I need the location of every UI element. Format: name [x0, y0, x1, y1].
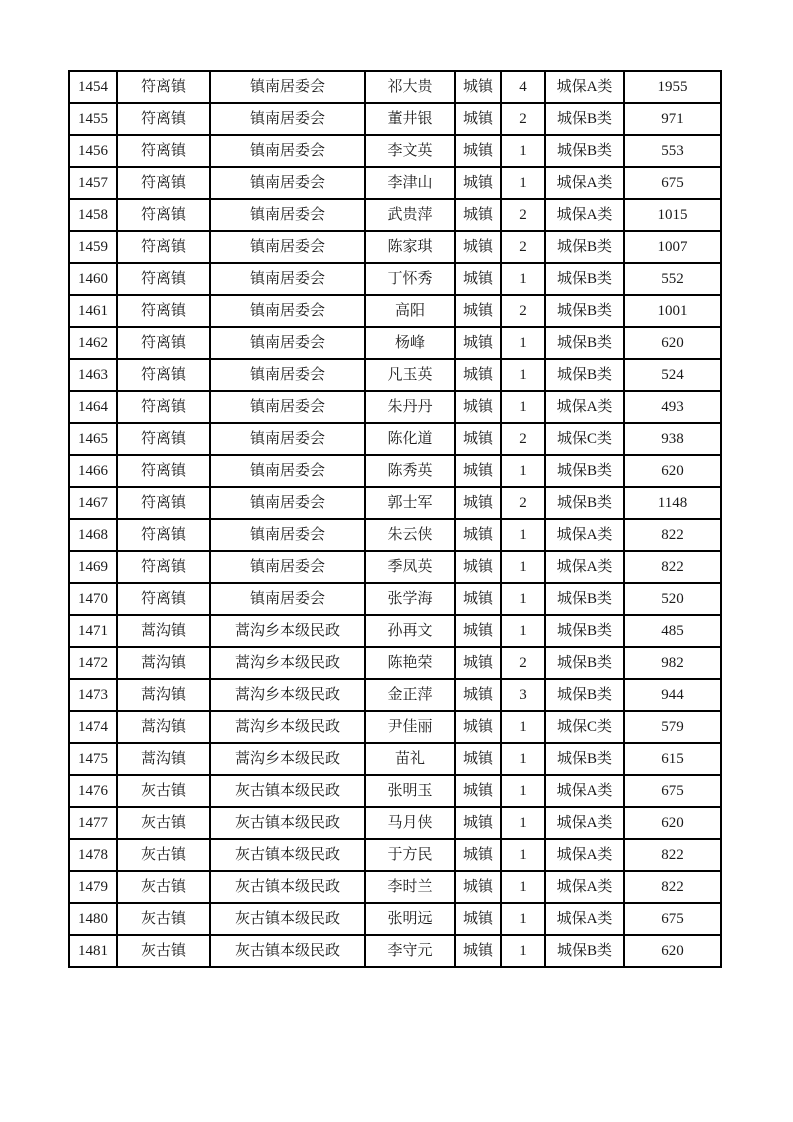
cell-person-count: 1 [501, 551, 545, 583]
cell-town: 灰古镇 [117, 903, 210, 935]
cell-town: 符离镇 [117, 103, 210, 135]
cell-amount: 485 [624, 615, 721, 647]
cell-household-type: 城镇 [455, 551, 501, 583]
cell-category: 城保B类 [545, 487, 624, 519]
cell-unit: 镇南居委会 [210, 487, 365, 519]
cell-name: 武贵萍 [365, 199, 455, 231]
cell-serial: 1460 [69, 263, 117, 295]
cell-name: 李守元 [365, 935, 455, 967]
cell-person-count: 1 [501, 263, 545, 295]
cell-name: 于方民 [365, 839, 455, 871]
cell-unit: 镇南居委会 [210, 135, 365, 167]
cell-serial: 1461 [69, 295, 117, 327]
cell-unit: 灰古镇本级民政 [210, 903, 365, 935]
cell-unit: 镇南居委会 [210, 71, 365, 103]
cell-amount: 552 [624, 263, 721, 295]
cell-serial: 1468 [69, 519, 117, 551]
cell-serial: 1470 [69, 583, 117, 615]
cell-town: 符离镇 [117, 231, 210, 263]
cell-name: 杨峰 [365, 327, 455, 359]
cell-household-type: 城镇 [455, 903, 501, 935]
cell-amount: 822 [624, 839, 721, 871]
cell-serial: 1475 [69, 743, 117, 775]
table-row [69, 71, 721, 103]
cell-serial: 1474 [69, 711, 117, 743]
cell-town: 符离镇 [117, 71, 210, 103]
cell-person-count: 1 [501, 391, 545, 423]
cell-household-type: 城镇 [455, 743, 501, 775]
table-row [69, 135, 721, 167]
cell-town: 符离镇 [117, 487, 210, 519]
cell-category: 城保A类 [545, 167, 624, 199]
cell-household-type: 城镇 [455, 647, 501, 679]
cell-serial: 1478 [69, 839, 117, 871]
cell-serial: 1459 [69, 231, 117, 263]
cell-name: 李时兰 [365, 871, 455, 903]
cell-town: 灰古镇 [117, 775, 210, 807]
cell-serial: 1472 [69, 647, 117, 679]
cell-category: 城保B类 [545, 327, 624, 359]
cell-category: 城保B类 [545, 935, 624, 967]
cell-serial: 1480 [69, 903, 117, 935]
cell-household-type: 城镇 [455, 679, 501, 711]
cell-unit: 镇南居委会 [210, 423, 365, 455]
table-row [69, 839, 721, 871]
table-row [69, 903, 721, 935]
cell-amount: 620 [624, 807, 721, 839]
cell-person-count: 2 [501, 423, 545, 455]
cell-household-type: 城镇 [455, 135, 501, 167]
cell-person-count: 1 [501, 839, 545, 871]
cell-name: 张明远 [365, 903, 455, 935]
cell-person-count: 2 [501, 103, 545, 135]
cell-town: 符离镇 [117, 391, 210, 423]
cell-household-type: 城镇 [455, 167, 501, 199]
cell-household-type: 城镇 [455, 935, 501, 967]
cell-unit: 镇南居委会 [210, 583, 365, 615]
cell-name: 苗礼 [365, 743, 455, 775]
cell-amount: 620 [624, 327, 721, 359]
table-row [69, 743, 721, 775]
cell-category: 城保A类 [545, 391, 624, 423]
cell-serial: 1455 [69, 103, 117, 135]
cell-amount: 620 [624, 935, 721, 967]
cell-person-count: 1 [501, 775, 545, 807]
cell-name: 陈家琪 [365, 231, 455, 263]
cell-serial: 1467 [69, 487, 117, 519]
cell-town: 灰古镇 [117, 839, 210, 871]
cell-person-count: 2 [501, 199, 545, 231]
cell-name: 季凤英 [365, 551, 455, 583]
cell-amount: 938 [624, 423, 721, 455]
cell-amount: 675 [624, 775, 721, 807]
cell-serial: 1462 [69, 327, 117, 359]
table-row [69, 103, 721, 135]
cell-serial: 1469 [69, 551, 117, 583]
cell-name: 李文英 [365, 135, 455, 167]
cell-unit: 灰古镇本级民政 [210, 871, 365, 903]
cell-category: 城保B类 [545, 231, 624, 263]
cell-unit: 镇南居委会 [210, 103, 365, 135]
cell-household-type: 城镇 [455, 807, 501, 839]
cell-name: 朱云侠 [365, 519, 455, 551]
cell-person-count: 1 [501, 743, 545, 775]
table-row [69, 615, 721, 647]
cell-category: 城保B类 [545, 679, 624, 711]
cell-name: 董井银 [365, 103, 455, 135]
cell-amount: 524 [624, 359, 721, 391]
cell-name: 陈艳荣 [365, 647, 455, 679]
cell-serial: 1466 [69, 455, 117, 487]
cell-person-count: 1 [501, 135, 545, 167]
cell-amount: 1007 [624, 231, 721, 263]
cell-household-type: 城镇 [455, 103, 501, 135]
cell-category: 城保B类 [545, 135, 624, 167]
cell-person-count: 1 [501, 711, 545, 743]
table-row [69, 935, 721, 967]
cell-amount: 1148 [624, 487, 721, 519]
cell-person-count: 2 [501, 647, 545, 679]
cell-amount: 675 [624, 167, 721, 199]
cell-unit: 蒿沟乡本级民政 [210, 679, 365, 711]
benefits-table [68, 70, 722, 968]
table-row [69, 231, 721, 263]
cell-name: 孙再文 [365, 615, 455, 647]
cell-category: 城保B类 [545, 583, 624, 615]
cell-category: 城保A类 [545, 199, 624, 231]
cell-town: 符离镇 [117, 167, 210, 199]
cell-unit: 镇南居委会 [210, 327, 365, 359]
cell-unit: 镇南居委会 [210, 519, 365, 551]
cell-town: 蒿沟镇 [117, 679, 210, 711]
table-row [69, 775, 721, 807]
table-row [69, 711, 721, 743]
cell-town: 符离镇 [117, 295, 210, 327]
cell-name: 陈化道 [365, 423, 455, 455]
cell-person-count: 1 [501, 615, 545, 647]
cell-amount: 822 [624, 519, 721, 551]
cell-household-type: 城镇 [455, 231, 501, 263]
cell-name: 丁怀秀 [365, 263, 455, 295]
cell-serial: 1479 [69, 871, 117, 903]
table-row [69, 295, 721, 327]
cell-household-type: 城镇 [455, 519, 501, 551]
cell-town: 符离镇 [117, 583, 210, 615]
cell-town: 符离镇 [117, 455, 210, 487]
cell-category: 城保A类 [545, 551, 624, 583]
cell-amount: 822 [624, 871, 721, 903]
cell-serial: 1477 [69, 807, 117, 839]
cell-town: 符离镇 [117, 359, 210, 391]
table-row [69, 391, 721, 423]
cell-category: 城保C类 [545, 711, 624, 743]
cell-unit: 灰古镇本级民政 [210, 839, 365, 871]
cell-name: 陈秀英 [365, 455, 455, 487]
cell-category: 城保B类 [545, 743, 624, 775]
cell-town: 灰古镇 [117, 935, 210, 967]
cell-category: 城保B类 [545, 359, 624, 391]
table-row [69, 583, 721, 615]
cell-town: 蒿沟镇 [117, 615, 210, 647]
cell-person-count: 2 [501, 487, 545, 519]
cell-name: 马月侠 [365, 807, 455, 839]
cell-unit: 灰古镇本级民政 [210, 807, 365, 839]
cell-category: 城保B类 [545, 103, 624, 135]
cell-town: 符离镇 [117, 519, 210, 551]
cell-amount: 615 [624, 743, 721, 775]
cell-unit: 镇南居委会 [210, 359, 365, 391]
cell-person-count: 4 [501, 71, 545, 103]
cell-amount: 822 [624, 551, 721, 583]
cell-person-count: 1 [501, 455, 545, 487]
cell-serial: 1473 [69, 679, 117, 711]
cell-household-type: 城镇 [455, 455, 501, 487]
cell-unit: 镇南居委会 [210, 263, 365, 295]
cell-household-type: 城镇 [455, 487, 501, 519]
cell-name: 祁大贵 [365, 71, 455, 103]
cell-amount: 675 [624, 903, 721, 935]
cell-name: 郭士军 [365, 487, 455, 519]
cell-person-count: 3 [501, 679, 545, 711]
cell-town: 符离镇 [117, 327, 210, 359]
cell-amount: 579 [624, 711, 721, 743]
cell-category: 城保A类 [545, 903, 624, 935]
cell-category: 城保A类 [545, 519, 624, 551]
cell-town: 符离镇 [117, 135, 210, 167]
cell-serial: 1458 [69, 199, 117, 231]
cell-town: 蒿沟镇 [117, 711, 210, 743]
cell-category: 城保A类 [545, 839, 624, 871]
cell-serial: 1465 [69, 423, 117, 455]
cell-household-type: 城镇 [455, 583, 501, 615]
cell-person-count: 1 [501, 903, 545, 935]
table-row [69, 679, 721, 711]
cell-unit: 镇南居委会 [210, 295, 365, 327]
cell-household-type: 城镇 [455, 359, 501, 391]
cell-person-count: 1 [501, 359, 545, 391]
table-row [69, 551, 721, 583]
table-row [69, 807, 721, 839]
cell-unit: 镇南居委会 [210, 199, 365, 231]
cell-category: 城保B类 [545, 615, 624, 647]
cell-category: 城保B类 [545, 647, 624, 679]
cell-category: 城保A类 [545, 71, 624, 103]
cell-category: 城保B类 [545, 295, 624, 327]
cell-category: 城保A类 [545, 775, 624, 807]
cell-serial: 1481 [69, 935, 117, 967]
cell-amount: 944 [624, 679, 721, 711]
cell-person-count: 1 [501, 327, 545, 359]
cell-name: 张明玉 [365, 775, 455, 807]
cell-amount: 1015 [624, 199, 721, 231]
cell-amount: 620 [624, 455, 721, 487]
cell-amount: 982 [624, 647, 721, 679]
table-row [69, 167, 721, 199]
cell-town: 符离镇 [117, 423, 210, 455]
cell-town: 蒿沟镇 [117, 647, 210, 679]
table-body [69, 71, 721, 967]
cell-category: 城保B类 [545, 263, 624, 295]
cell-household-type: 城镇 [455, 871, 501, 903]
table-row [69, 423, 721, 455]
cell-unit: 镇南居委会 [210, 551, 365, 583]
cell-unit: 蒿沟乡本级民政 [210, 647, 365, 679]
table-row [69, 327, 721, 359]
cell-name: 张学海 [365, 583, 455, 615]
cell-unit: 灰古镇本级民政 [210, 935, 365, 967]
cell-household-type: 城镇 [455, 839, 501, 871]
cell-unit: 镇南居委会 [210, 167, 365, 199]
cell-unit: 蒿沟乡本级民政 [210, 615, 365, 647]
cell-amount: 493 [624, 391, 721, 423]
cell-unit: 镇南居委会 [210, 391, 365, 423]
cell-serial: 1476 [69, 775, 117, 807]
cell-person-count: 1 [501, 807, 545, 839]
cell-category: 城保A类 [545, 807, 624, 839]
cell-household-type: 城镇 [455, 711, 501, 743]
cell-household-type: 城镇 [455, 263, 501, 295]
cell-name: 李津山 [365, 167, 455, 199]
table-row [69, 263, 721, 295]
cell-amount: 1001 [624, 295, 721, 327]
cell-unit: 灰古镇本级民政 [210, 775, 365, 807]
table-row [69, 487, 721, 519]
cell-name: 高阳 [365, 295, 455, 327]
table-row [69, 647, 721, 679]
cell-person-count: 1 [501, 167, 545, 199]
cell-town: 灰古镇 [117, 871, 210, 903]
table-row [69, 199, 721, 231]
cell-unit: 蒿沟乡本级民政 [210, 743, 365, 775]
cell-serial: 1464 [69, 391, 117, 423]
table-row [69, 871, 721, 903]
cell-name: 金正萍 [365, 679, 455, 711]
cell-household-type: 城镇 [455, 295, 501, 327]
cell-name: 尹佳丽 [365, 711, 455, 743]
cell-household-type: 城镇 [455, 615, 501, 647]
cell-unit: 镇南居委会 [210, 231, 365, 263]
cell-serial: 1463 [69, 359, 117, 391]
cell-amount: 520 [624, 583, 721, 615]
table-row [69, 519, 721, 551]
cell-household-type: 城镇 [455, 71, 501, 103]
cell-unit: 镇南居委会 [210, 455, 365, 487]
cell-household-type: 城镇 [455, 423, 501, 455]
cell-amount: 1955 [624, 71, 721, 103]
cell-serial: 1471 [69, 615, 117, 647]
cell-town: 灰古镇 [117, 807, 210, 839]
cell-person-count: 2 [501, 295, 545, 327]
cell-town: 符离镇 [117, 263, 210, 295]
cell-category: 城保C类 [545, 423, 624, 455]
cell-serial: 1457 [69, 167, 117, 199]
table-row [69, 359, 721, 391]
table-row [69, 455, 721, 487]
cell-person-count: 1 [501, 935, 545, 967]
cell-household-type: 城镇 [455, 391, 501, 423]
cell-serial: 1454 [69, 71, 117, 103]
cell-household-type: 城镇 [455, 327, 501, 359]
cell-unit: 蒿沟乡本级民政 [210, 711, 365, 743]
cell-name: 凡玉英 [365, 359, 455, 391]
cell-serial: 1456 [69, 135, 117, 167]
cell-person-count: 1 [501, 871, 545, 903]
cell-household-type: 城镇 [455, 199, 501, 231]
cell-amount: 553 [624, 135, 721, 167]
cell-category: 城保B类 [545, 455, 624, 487]
cell-household-type: 城镇 [455, 775, 501, 807]
cell-town: 符离镇 [117, 199, 210, 231]
cell-person-count: 2 [501, 231, 545, 263]
cell-category: 城保A类 [545, 871, 624, 903]
cell-town: 符离镇 [117, 551, 210, 583]
cell-town: 蒿沟镇 [117, 743, 210, 775]
cell-name: 朱丹丹 [365, 391, 455, 423]
cell-person-count: 1 [501, 583, 545, 615]
cell-amount: 971 [624, 103, 721, 135]
cell-person-count: 1 [501, 519, 545, 551]
